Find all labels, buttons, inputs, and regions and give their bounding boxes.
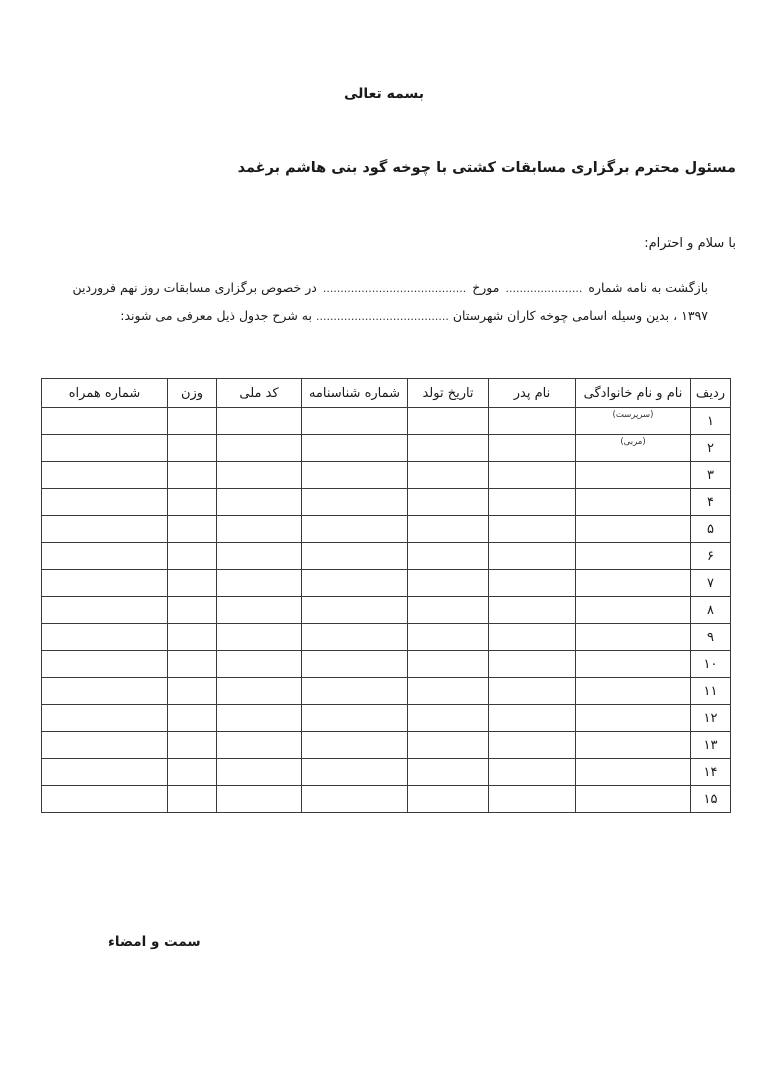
empty-cell [302, 786, 408, 813]
body-line-2 [28, 308, 708, 323]
empty-cell [42, 516, 168, 543]
empty-cell [408, 435, 489, 462]
empty-cell [408, 732, 489, 759]
empty-cell [302, 651, 408, 678]
empty-cell [217, 570, 302, 597]
empty-cell [168, 435, 217, 462]
empty-cell [489, 786, 576, 813]
row-number: ۱۲ [691, 705, 731, 732]
empty-cell [168, 462, 217, 489]
date-label: مورخ [472, 280, 500, 295]
table-row [42, 597, 731, 624]
name-cell [576, 705, 691, 732]
empty-cell [408, 624, 489, 651]
letter-number-blank: ...................... [505, 282, 583, 295]
empty-cell [168, 543, 217, 570]
empty-cell [168, 786, 217, 813]
table-row [42, 570, 731, 597]
empty-cell [302, 759, 408, 786]
signature-label: سمت و امضاء [108, 934, 201, 950]
empty-cell [217, 462, 302, 489]
row-number: ۱۰ [691, 651, 731, 678]
empty-cell [42, 732, 168, 759]
empty-cell [302, 516, 408, 543]
empty-cell [42, 489, 168, 516]
empty-cell [302, 678, 408, 705]
empty-cell [217, 651, 302, 678]
table-row [42, 732, 731, 759]
name-cell [576, 651, 691, 678]
empty-cell [42, 408, 168, 435]
subject-text: در خصوص برگزاری مسابقات روز نهم فروردین [72, 280, 317, 295]
empty-cell [168, 408, 217, 435]
reference-letter-label: بازگشت به نامه شماره [588, 280, 708, 295]
table-row [42, 462, 731, 489]
empty-cell [217, 732, 302, 759]
table-header-row [42, 379, 731, 408]
empty-cell [168, 651, 217, 678]
empty-cell [408, 705, 489, 732]
empty-cell [302, 597, 408, 624]
name-cell [576, 597, 691, 624]
empty-cell [408, 597, 489, 624]
empty-cell [302, 462, 408, 489]
participants-table [41, 378, 731, 813]
date-blank: ......................................... [322, 282, 467, 295]
row-number: ۴ [691, 489, 731, 516]
empty-cell [168, 570, 217, 597]
empty-cell [489, 570, 576, 597]
row-number: ۱۴ [691, 759, 731, 786]
empty-cell [408, 786, 489, 813]
table-row [42, 705, 731, 732]
empty-cell [168, 516, 217, 543]
row-number: ۱۳ [691, 732, 731, 759]
empty-cell [168, 705, 217, 732]
empty-cell [489, 435, 576, 462]
empty-cell [408, 489, 489, 516]
empty-cell [217, 786, 302, 813]
recipient-line: مسئول محترم برگزاری مسابقات کشتی با چوخه گود بنی هاشم برغمد [237, 160, 736, 176]
empty-cell [408, 678, 489, 705]
table-row [42, 516, 731, 543]
table-row [42, 678, 731, 705]
table-row [42, 435, 731, 462]
empty-cell [217, 516, 302, 543]
role-note: (مربی) [620, 437, 646, 447]
empty-cell [489, 651, 576, 678]
column-header: تاریخ تولد [408, 379, 489, 408]
row-number: ۵ [691, 516, 731, 543]
table-intro-text: به شرح جدول ذیل معرفی می شوند: [120, 308, 312, 323]
name-cell [576, 732, 691, 759]
empty-cell [302, 732, 408, 759]
table-row [42, 408, 731, 435]
empty-cell [42, 543, 168, 570]
empty-cell [302, 624, 408, 651]
column-header: کد ملی [217, 379, 302, 408]
empty-cell [168, 624, 217, 651]
empty-cell [217, 408, 302, 435]
row-number: ۱ [691, 408, 731, 435]
column-header: شماره شناسنامه [302, 379, 408, 408]
empty-cell [217, 678, 302, 705]
name-cell [576, 678, 691, 705]
empty-cell [217, 435, 302, 462]
empty-cell [408, 651, 489, 678]
name-cell [576, 624, 691, 651]
column-header: نام پدر [489, 379, 576, 408]
name-cell [576, 435, 691, 462]
empty-cell [489, 489, 576, 516]
empty-cell [168, 678, 217, 705]
empty-cell [302, 543, 408, 570]
row-number: ۳ [691, 462, 731, 489]
name-cell [576, 462, 691, 489]
empty-cell [42, 786, 168, 813]
empty-cell [42, 597, 168, 624]
empty-cell [217, 759, 302, 786]
empty-cell [217, 705, 302, 732]
empty-cell [489, 516, 576, 543]
page-heading: بسمه تعالی [343, 86, 425, 102]
table-row [42, 759, 731, 786]
name-cell [576, 408, 691, 435]
empty-cell [489, 705, 576, 732]
table-row [42, 489, 731, 516]
column-header: وزن [168, 379, 217, 408]
empty-cell [408, 570, 489, 597]
empty-cell [42, 624, 168, 651]
empty-cell [217, 489, 302, 516]
empty-cell [42, 759, 168, 786]
table-row [42, 543, 731, 570]
empty-cell [489, 624, 576, 651]
empty-cell [489, 732, 576, 759]
empty-cell [42, 435, 168, 462]
name-cell [576, 570, 691, 597]
empty-cell [42, 705, 168, 732]
name-cell [576, 543, 691, 570]
table-row [42, 624, 731, 651]
row-number: ۲ [691, 435, 731, 462]
empty-cell [42, 570, 168, 597]
row-number: ۱۵ [691, 786, 731, 813]
column-header: نام و نام خانوادگی [576, 379, 691, 408]
row-number: ۹ [691, 624, 731, 651]
empty-cell [489, 597, 576, 624]
empty-cell [217, 624, 302, 651]
column-header: ردیف [691, 379, 731, 408]
empty-cell [489, 678, 576, 705]
empty-cell [489, 408, 576, 435]
row-number: ۶ [691, 543, 731, 570]
empty-cell [168, 732, 217, 759]
body-line-1 [28, 280, 708, 295]
empty-cell [302, 489, 408, 516]
empty-cell [168, 489, 217, 516]
table-row [42, 786, 731, 813]
table-row [42, 651, 731, 678]
empty-cell [408, 408, 489, 435]
empty-cell [302, 435, 408, 462]
empty-cell [408, 516, 489, 543]
name-cell [576, 489, 691, 516]
empty-cell [489, 462, 576, 489]
empty-cell [42, 651, 168, 678]
city-blank: ...................................... [315, 310, 449, 323]
empty-cell [217, 597, 302, 624]
empty-cell [168, 759, 217, 786]
empty-cell [408, 759, 489, 786]
name-cell [576, 759, 691, 786]
role-note: (سرپرست) [612, 410, 654, 420]
row-number: ۸ [691, 597, 731, 624]
name-cell [576, 786, 691, 813]
empty-cell [302, 408, 408, 435]
row-number: ۱۱ [691, 678, 731, 705]
greeting: با سلام و احترام: [644, 236, 736, 251]
empty-cell [408, 543, 489, 570]
empty-cell [489, 543, 576, 570]
empty-cell [168, 597, 217, 624]
name-cell [576, 516, 691, 543]
introduction-text: ۱۳۹۷ ، بدین وسیله اسامی چوخه کاران شهرستان [452, 308, 708, 323]
column-header: شماره همراه [42, 379, 168, 408]
empty-cell [302, 705, 408, 732]
empty-cell [217, 543, 302, 570]
empty-cell [42, 678, 168, 705]
empty-cell [302, 570, 408, 597]
empty-cell [489, 759, 576, 786]
row-number: ۷ [691, 570, 731, 597]
empty-cell [42, 462, 168, 489]
empty-cell [408, 462, 489, 489]
